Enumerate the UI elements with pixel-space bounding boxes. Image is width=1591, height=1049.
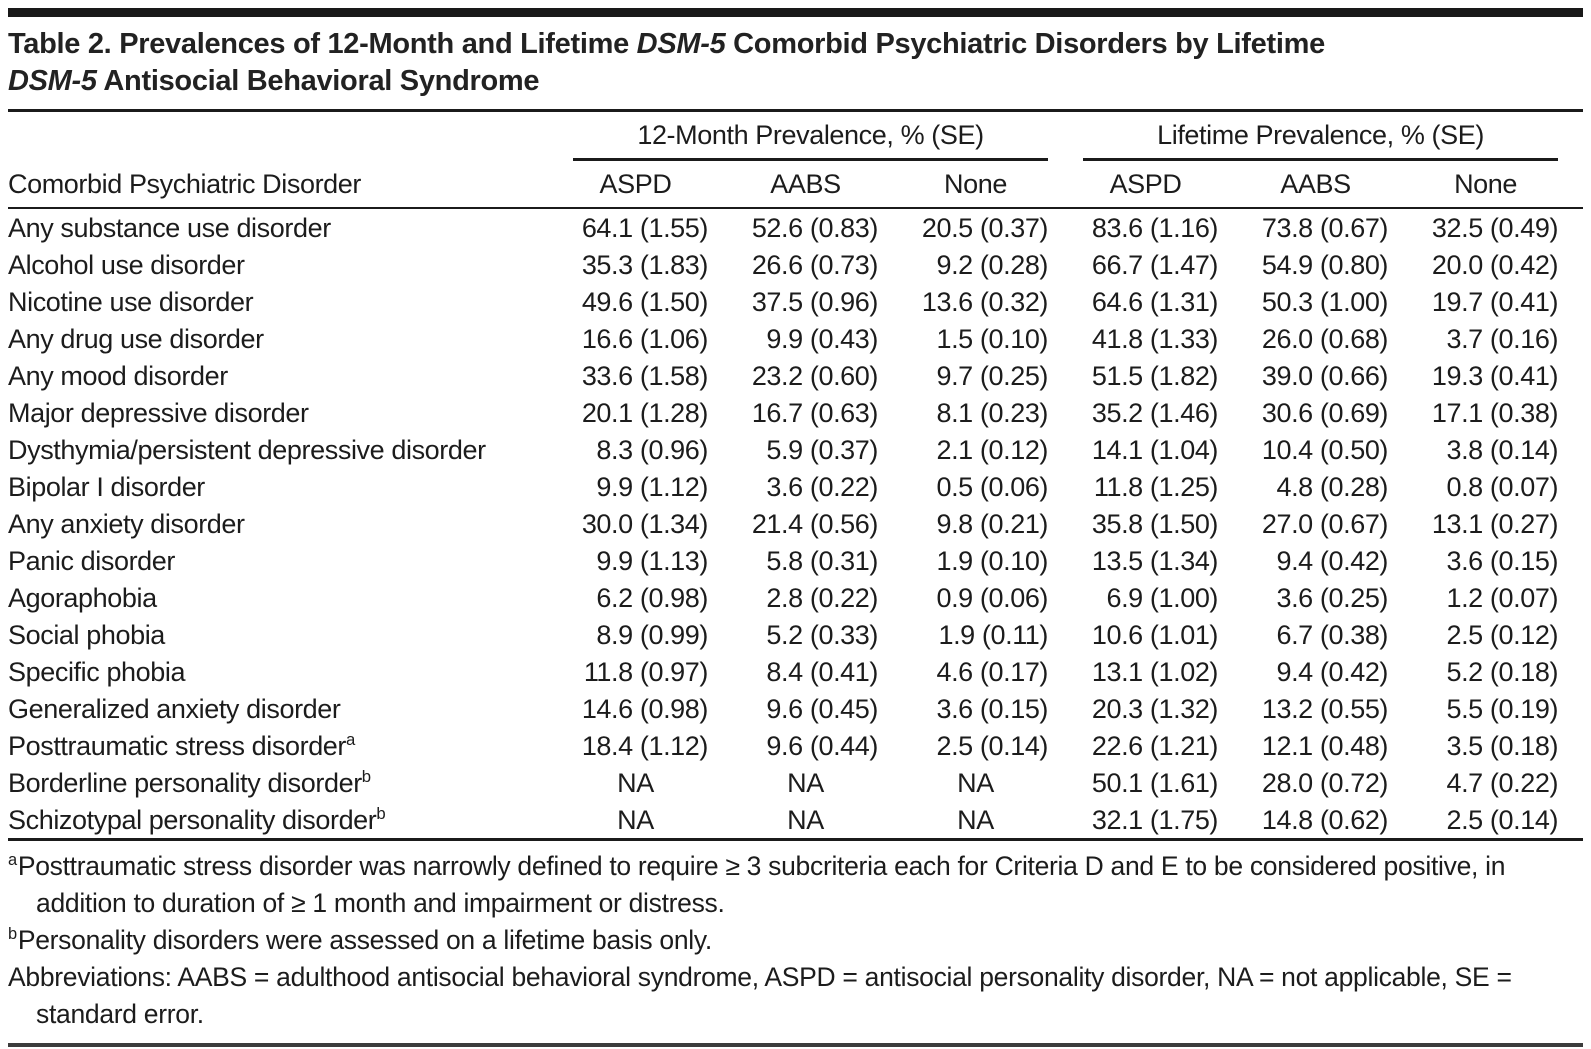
value-cell: 5.8 (0.31)	[766, 546, 878, 576]
title-segment: Table 2. Prevalences of 12-Month and Lifetime	[8, 28, 637, 60]
group-label-lifetime: Lifetime Prevalence, % (SE)	[1083, 120, 1558, 161]
value-cell: 9.6 (0.45)	[766, 694, 878, 724]
disorder-label: Borderline personality disorder$^b$	[8, 767, 371, 798]
value-cell: 6.9 (1.00)	[1106, 583, 1219, 613]
value-cell: 22.6 (1.21)	[1091, 731, 1219, 761]
value-cell: NA	[733, 801, 903, 840]
table-row	[8, 616, 1583, 653]
value-cell: 18.4 (1.12)	[581, 731, 708, 761]
value-cell: 1.5 (0.10)	[936, 324, 1049, 354]
value-cell: 0.8 (0.07)	[1446, 472, 1559, 502]
value-cell: 28.0 (0.72)	[1261, 768, 1389, 798]
group-header-row	[8, 112, 1583, 161]
value-cell: 30.0 (1.34)	[581, 509, 708, 539]
disorder-label: Any mood disorder	[8, 361, 228, 391]
value-cell: 10.4 (0.50)	[1261, 435, 1389, 465]
value-cell: 13.1 (1.02)	[1091, 657, 1219, 687]
value-cell: 5.5 (0.19)	[1446, 694, 1559, 724]
value-cell: 8.3 (0.96)	[596, 435, 708, 465]
column-header-row	[8, 161, 1583, 208]
disorder-label: Generalized anxiety disorder	[8, 694, 341, 724]
value-cell: 54.9 (0.80)	[1261, 250, 1389, 280]
prevalence-table	[8, 112, 1583, 841]
table-header	[8, 112, 1583, 208]
column-header-aspd-12m: ASPD	[563, 161, 733, 208]
value-cell: 0.9 (0.06)	[936, 583, 1049, 613]
value-cell: 49.6 (1.50)	[581, 287, 708, 317]
footnote-marker: a	[8, 851, 17, 870]
value-cell: 13.1 (0.27)	[1431, 509, 1559, 539]
value-cell: 39.0 (0.66)	[1261, 361, 1389, 391]
value-cell: 32.5 (0.49)	[1431, 213, 1559, 243]
disorder-label: Specific phobia	[8, 657, 186, 687]
value-cell: 9.2 (0.28)	[936, 250, 1049, 280]
value-cell: 1.9 (0.11)	[938, 620, 1049, 650]
value-cell: 9.9 (1.12)	[596, 472, 708, 502]
value-cell: 0.5 (0.06)	[936, 472, 1049, 502]
value-cell: 41.8 (1.33)	[1091, 324, 1219, 354]
table-row	[8, 505, 1583, 542]
table-row	[8, 690, 1583, 727]
table-row	[8, 542, 1583, 579]
value-cell: 52.6 (0.83)	[751, 213, 878, 243]
disorder-label: Alcohol use disorder	[8, 250, 245, 280]
value-cell: 20.3 (1.32)	[1091, 694, 1219, 724]
column-header-aabs-12m: AABS	[733, 161, 903, 208]
value-cell: 16.7 (0.63)	[751, 398, 878, 428]
table-row	[8, 579, 1583, 616]
value-cell: 14.6 (0.98)	[581, 694, 708, 724]
group-header-12-month	[563, 112, 1073, 161]
value-cell: 37.5 (0.96)	[751, 287, 878, 317]
group-label-12-month: 12-Month Prevalence, % (SE)	[573, 120, 1048, 161]
table-row	[8, 283, 1583, 320]
table-row	[8, 764, 1583, 801]
disorder-label: Schizotypal personality disorder$^b$	[8, 801, 563, 840]
value-cell: 5.2 (0.33)	[766, 620, 878, 650]
value-cell: 26.0 (0.68)	[1261, 324, 1389, 354]
value-cell: 35.8 (1.50)	[1091, 509, 1219, 539]
value-cell: 9.4 (0.42)	[1276, 657, 1389, 687]
value-cell: 5.9 (0.37)	[766, 435, 878, 465]
column-header-aabs-lifetime: AABS	[1243, 161, 1413, 208]
value-cell: 4.8 (0.28)	[1276, 472, 1389, 502]
disorder-label: Panic disorder	[8, 546, 175, 576]
table-row	[8, 394, 1583, 431]
value-cell: NA	[957, 768, 994, 798]
table-title	[8, 26, 1583, 112]
title-italic-segment: DSM-5	[636, 28, 726, 60]
value-cell: 5.2 (0.18)	[1446, 657, 1559, 687]
value-cell: 12.1 (0.48)	[1261, 731, 1389, 761]
disorder-label: Dysthymia/persistent depressive disorder	[8, 435, 486, 465]
value-cell: 9.6 (0.44)	[766, 731, 878, 761]
footnote-marker: a	[346, 730, 355, 749]
value-cell: 2.5 (0.14)	[1413, 801, 1583, 840]
value-cell: 2.8 (0.22)	[766, 583, 878, 613]
value-cell: 35.3 (1.83)	[581, 250, 708, 280]
disorder-label: Nicotine use disorder	[8, 287, 254, 317]
disorder-label: Major depressive disorder	[8, 398, 309, 428]
value-cell: 1.9 (0.10)	[936, 546, 1049, 576]
value-cell: 2.5 (0.14)	[936, 731, 1049, 761]
value-cell: 19.7 (0.41)	[1431, 287, 1559, 317]
column-header-none-lifetime: None	[1413, 161, 1583, 208]
value-cell: 33.6 (1.58)	[581, 361, 708, 391]
table-row	[8, 320, 1583, 357]
title-segment: Comorbid Psychiatric Disorders by Lifetime	[725, 28, 1325, 60]
value-cell: 17.1 (0.38)	[1431, 398, 1559, 428]
value-cell: 30.6 (0.69)	[1261, 398, 1389, 428]
value-cell: 20.1 (1.28)	[581, 398, 708, 428]
value-cell: 13.5 (1.34)	[1091, 546, 1219, 576]
table-row	[8, 208, 1583, 246]
value-cell: 35.2 (1.46)	[1091, 398, 1219, 428]
footnote: Abbreviations: AABS = adulthood antisocial behavioral syndrome, ASPD = antisocial personality disorder, NA = not applicable, SE = standard error.	[8, 962, 1512, 1029]
value-cell: 66.7 (1.47)	[1091, 250, 1219, 280]
value-cell: 10.6 (1.01)	[1091, 620, 1219, 650]
disorder-label: Agoraphobia	[8, 583, 157, 613]
value-cell: 20.5 (0.37)	[921, 213, 1049, 243]
column-header-aspd-lifetime: ASPD	[1073, 161, 1243, 208]
value-cell: NA	[787, 768, 824, 798]
footnote-marker: b	[8, 925, 17, 944]
table-row	[8, 246, 1583, 283]
value-cell: 2.1 (0.12)	[936, 435, 1049, 465]
value-cell: 16.6 (1.06)	[581, 324, 708, 354]
value-cell: 50.1 (1.61)	[1091, 768, 1219, 798]
table-row	[8, 357, 1583, 394]
group-header-lifetime	[1073, 112, 1583, 161]
title-segment: Antisocial Behavioral Syndrome	[96, 65, 540, 97]
value-cell: 6.7 (0.38)	[1276, 620, 1389, 650]
value-cell: 4.7 (0.22)	[1446, 768, 1559, 798]
value-cell: 27.0 (0.67)	[1261, 509, 1389, 539]
value-cell: 21.4 (0.56)	[751, 509, 878, 539]
value-cell: 2.5 (0.12)	[1446, 620, 1559, 650]
value-cell: 32.1 (1.75)	[1073, 801, 1243, 840]
value-cell: 9.8 (0.21)	[936, 509, 1049, 539]
value-cell: 11.8 (0.97)	[583, 657, 708, 687]
value-cell: 3.7 (0.16)	[1446, 324, 1559, 354]
value-cell: 3.5 (0.18)	[1446, 731, 1559, 761]
disorder-label: Bipolar I disorder	[8, 472, 205, 502]
value-cell: 23.2 (0.60)	[751, 361, 878, 391]
table-row	[8, 468, 1583, 505]
value-cell: 26.6 (0.73)	[751, 250, 878, 280]
value-cell: 13.6 (0.32)	[921, 287, 1049, 317]
group-header-stub	[8, 112, 563, 161]
value-cell: NA	[617, 768, 654, 798]
value-cell: 64.1 (1.55)	[581, 213, 708, 243]
value-cell: 20.0 (0.42)	[1431, 250, 1559, 280]
value-cell: 6.2 (0.98)	[596, 583, 708, 613]
value-cell: 9.7 (0.25)	[936, 361, 1049, 391]
footnote-marker: b	[376, 804, 386, 823]
value-cell: 83.6 (1.16)	[1091, 213, 1219, 243]
value-cell: 73.8 (0.67)	[1261, 213, 1389, 243]
row-header-comorbid-disorder: Comorbid Psychiatric Disorder	[8, 161, 563, 208]
title-italic-segment: DSM-5	[8, 65, 97, 97]
disorder-label: Any substance use disorder	[8, 213, 331, 243]
table-row	[8, 801, 1583, 840]
value-cell: 8.1 (0.23)	[936, 398, 1049, 428]
value-cell: NA	[903, 801, 1073, 840]
value-cell: 14.1 (1.04)	[1091, 435, 1219, 465]
top-divider	[8, 8, 1583, 17]
value-cell: 1.2 (0.07)	[1446, 583, 1559, 613]
disorder-label: Any anxiety disorder	[8, 509, 245, 539]
bottom-divider	[8, 1043, 1583, 1047]
table-row	[8, 431, 1583, 468]
value-cell: 3.8 (0.14)	[1446, 435, 1559, 465]
value-cell: 13.2 (0.55)	[1261, 694, 1389, 724]
value-cell: 8.9 (0.99)	[596, 620, 708, 650]
footnotes	[8, 848, 1583, 1033]
disorder-label: Posttraumatic stress disorder$^a$	[8, 730, 355, 761]
footnote: $^b$Personality disorders were assessed on a lifetime basis only.	[8, 925, 712, 955]
table-row	[8, 653, 1583, 690]
value-cell: 3.6 (0.25)	[1276, 583, 1389, 613]
footnote-marker: b	[361, 767, 371, 786]
value-cell: 14.8 (0.62)	[1243, 801, 1413, 840]
disorder-label: Social phobia	[8, 620, 165, 650]
table-row	[8, 727, 1583, 764]
value-cell: 19.3 (0.41)	[1431, 361, 1559, 391]
value-cell: 3.6 (0.22)	[766, 472, 878, 502]
column-header-none-12m: None	[903, 161, 1073, 208]
value-cell: 9.9 (0.43)	[766, 324, 878, 354]
value-cell: 50.3 (1.00)	[1261, 287, 1389, 317]
value-cell: 64.6 (1.31)	[1091, 287, 1219, 317]
value-cell: 11.8 (1.25)	[1093, 472, 1219, 502]
value-cell: 51.5 (1.82)	[1091, 361, 1219, 391]
value-cell: 9.4 (0.42)	[1276, 546, 1389, 576]
value-cell: NA	[563, 801, 733, 840]
value-cell: 8.4 (0.41)	[766, 657, 878, 687]
value-cell: 3.6 (0.15)	[936, 694, 1049, 724]
value-cell: 9.9 (1.13)	[596, 546, 708, 576]
value-cell: 3.6 (0.15)	[1446, 546, 1559, 576]
value-cell: 4.6 (0.17)	[936, 657, 1049, 687]
disorder-label: Any drug use disorder	[8, 324, 264, 354]
table-body	[8, 208, 1583, 840]
footnote: $^a$Posttraumatic stress disorder was narrowly defined to require ≥ 3 subcriteria each for Criteria D and E to be considered positive, in addition to duration of ≥ 1 month and impairment or distress.	[8, 851, 1506, 918]
